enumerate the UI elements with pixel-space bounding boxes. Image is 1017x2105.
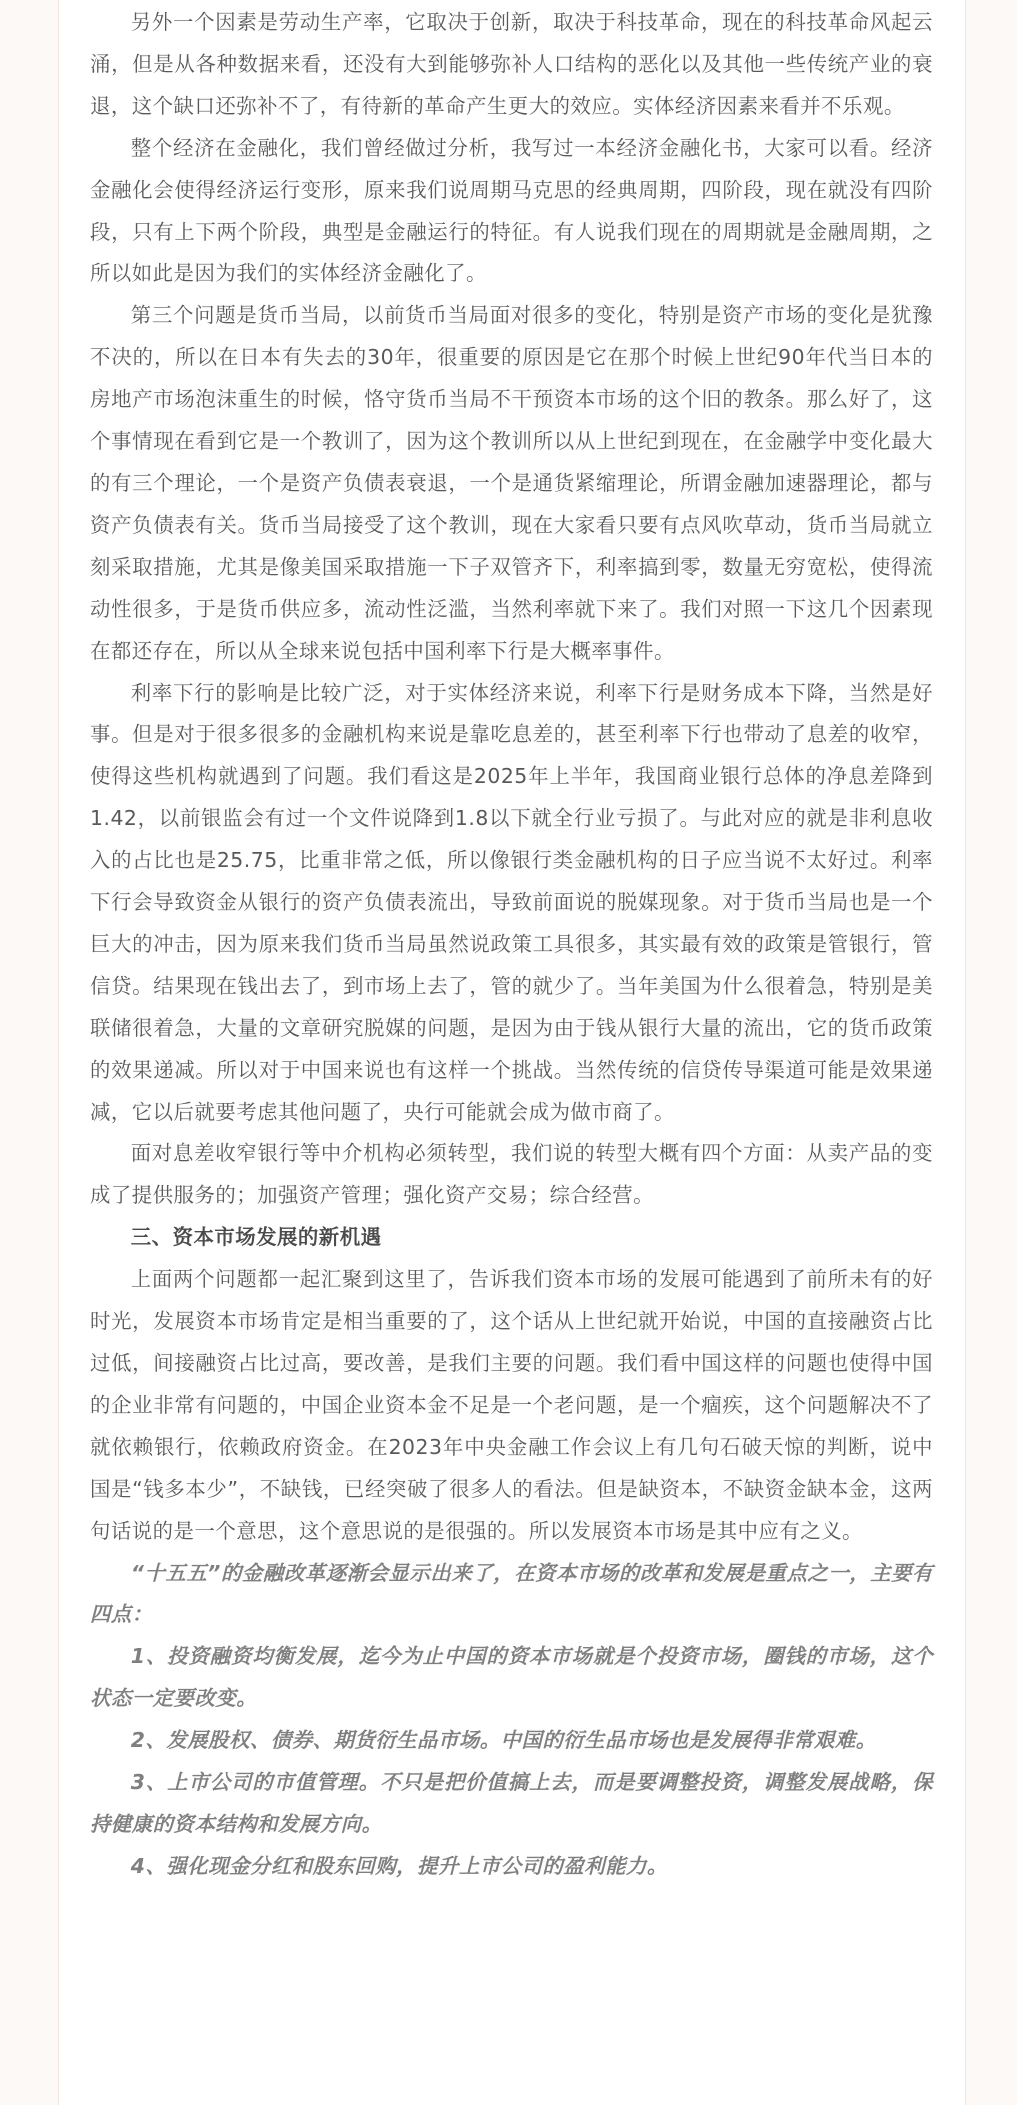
paragraph-capital-market: 上面两个问题都一起汇聚到这里了，告诉我们资本市场的发展可能遇到了前所未有的好时光，发展资本市场肯定是相当重要的了，这个话从上世纪就开始说，中国的直接融资占比过低，间接融资占比过高，要改善，是我们主要的问题。我们看中国这样的问题也使得中国的企业非常有问题的，中国企业资本金不足是一个老问题，是一个痼疾，这个问题解决不了就依赖银行，依赖政府资金。在2023年中央金融工作会议上有几句石破天惊的判断，说中国是“钱多本少”，不缺钱，已经突破了很多人的看法。但是缺资本，不缺资金缺本金，这两句话说的是一个意思，这个意思说的是很强的。所以发展资本市场是其中应有之义。 (90, 1267, 933, 1543)
emphasis-point-2: 2、发展股权、债券、期货衍生品市场。中国的衍生品市场也是发展得非常艰难。 (130, 1728, 877, 1753)
emphasis-reform-intro: “十五五”的金融改革逐渐会显示出来了，在资本市场的改革和发展是重点之一，主要有四点： (90, 1560, 933, 1627)
emphasis-point-1: 1、投资融资均衡发展，迄今为止中国的资本市场就是个投资市场，圈钱的市场，这个状态一定要改变。 (90, 1644, 933, 1711)
section-heading-capital-market: 三、资本市场发展的新机遇 (130, 1225, 382, 1250)
paragraph-labor-productivity: 另外一个因素是劳动生产率，它取决于创新，取决于科技革命，现在的科技革命风起云涌，但是从各种数据来看，还没有大到能够弥补人口结构的恶化以及其他一些传统产业的衰退，这个缺口还弥补不了，有待新的革命产生更大的效应。实体经济因素来看并不乐观。 (90, 10, 933, 118)
paragraph-monetary-authority: 第三个问题是货币当局，以前货币当局面对很多的变化，特别是资产市场的变化是犹豫不决的，所以在日本有失去的30年，很重要的原因是它在那个时候上世纪90年代当日本的房地产市场泡沫重生的时候，恪守货币当局不干预资本市场的这个旧的教条。那么好了，这个事情现在看到它是一个教训了，因为这个教训所以从上世纪到现在，在金融学中变化最大的有三个理论，一个是资产负债表衰退，一个是通货紧缩理论，所谓金融加速器理论，都与资产负债表有关。货币当局接受了这个教训，现在大家看只要有点风吹草动，货币当局就立刻采取措施，尤其是像美国采取措施一下子双管齐下，利率搞到零，数量无穷宽松，使得流动性很多，于是货币供应多，流动性泛滥，当然利率就下来了。我们对照一下这几个因素现在都还存在，所以从全球来说包括中国利率下行是大概率事件。 (90, 303, 933, 663)
emphasis-point-3: 3、上市公司的市值管理。不只是把价值搞上去，而是要调整投资，调整发展战略，保持健康的资本结构和发展方向。 (90, 1770, 933, 1836)
paragraph-financialization: 整个经济在金融化，我们曾经做过分析，我写过一本经济金融化书，大家可以看。经济金融化会使得经济运行变形，原来我们说周期马克思的经典周期，四阶段，现在就没有四阶段，只有上下两个阶段，典型是金融运行的特征。有人说我们现在的周期就是金融周期，之所以如此是因为我们的实体经济金融化了。 (90, 135, 933, 286)
paragraph-interest-rate-impact: 利率下行的影响是比较广泛，对于实体经济来说，利率下行是财务成本下降，当然是好事。但是对于很多很多的金融机构来说是靠吃息差的，甚至利率下行也带动了息差的收窄，使得这些机构就遇到了问题。我们看这是2025年上半年，我国商业银行总体的净息差降到1.42，以前银监会有过一个文件说降到1.8以下就全行业亏损了。与此对应的就是非利息收入的占比也是25.75，比重非常之低，所以像银行类金融机构的日子应当说不太好过。利率下行会导致资金从银行的资产负债表流出，导致前面说的脱媒现象。对于货币当局也是一个巨大的冲击，因为原来我们货币当局虽然说政策工具很多，其实最有效的政策是管银行，管信贷。结果现在钱出去了，到市场上去了，管的就少了。当年美国为什么很着急，特别是美联储很着急，大量的文章研究脱媒的问题，是因为由于钱从银行大量的流出，它的货币政策的效果递减。所以对于中国来说也有这样一个挑战。当然传统的信贷传导渠道可能是效果递减，它以后就要考虑其他问题了，央行可能就会成为做市商了。 (90, 680, 933, 1124)
paragraph-intermediary-transformation: 面对息差收窄银行等中介机构必须转型，我们说的转型大概有四个方面：从卖产品的变成了提供服务的；加强资产管理；强化资产交易；综合经营。 (90, 1141, 933, 1208)
article-body (90, 2, 933, 1888)
emphasis-point-4: 4、强化现金分红和股东回购，提升上市公司的盈利能力。 (130, 1853, 668, 1878)
